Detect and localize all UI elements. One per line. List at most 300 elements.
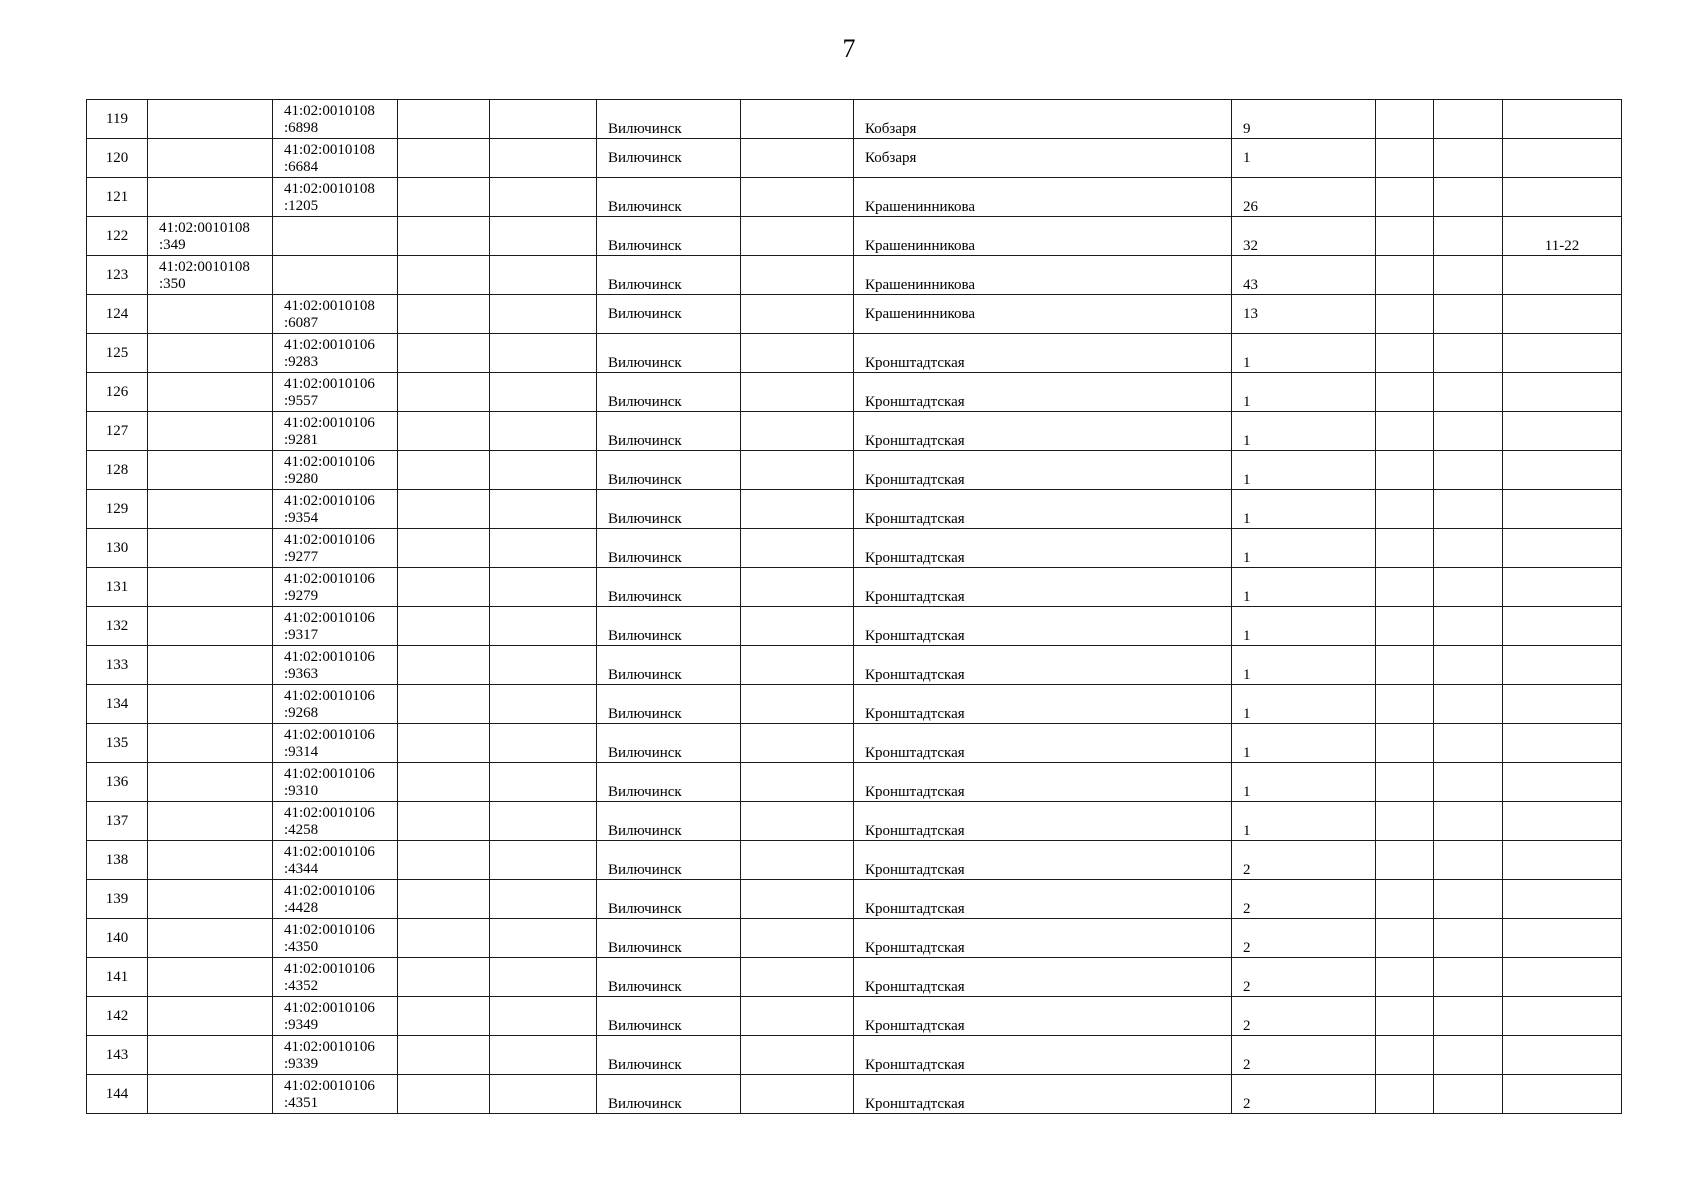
- empty-cell: [398, 373, 490, 412]
- apartment-cell: 11-22: [1503, 217, 1622, 256]
- street-cell: Кронштадтская: [854, 646, 1232, 685]
- empty-cell: [398, 880, 490, 919]
- apartment-cell: [1503, 919, 1622, 958]
- empty-cell: [1376, 139, 1434, 178]
- empty-cell: [398, 646, 490, 685]
- apartment-cell: [1503, 295, 1622, 334]
- table-row: [87, 763, 1622, 802]
- empty-cell: [1376, 763, 1434, 802]
- empty-cell: [1434, 256, 1503, 295]
- cadastral-number-part: 41:02:0010106: [284, 649, 375, 665]
- page-number: 7: [842, 34, 856, 63]
- house-number-cell: 1: [1232, 490, 1376, 529]
- cadastral-number-part: :4350: [284, 939, 319, 955]
- row-number: 143: [87, 1036, 148, 1075]
- street-cell: Крашенинникова: [854, 217, 1232, 256]
- row-number: 141: [87, 958, 148, 997]
- empty-cell: [490, 178, 597, 217]
- cadastral-number-part: 41:02:0010106: [284, 961, 375, 977]
- empty-cell: [490, 1075, 597, 1114]
- empty-cell: [398, 841, 490, 880]
- empty-cell: [741, 646, 854, 685]
- cadastral-number-cell: [273, 334, 398, 373]
- cadastral-number-part: 41:02:0010106: [284, 376, 375, 392]
- empty-cell: [1434, 724, 1503, 763]
- table-row: [87, 919, 1622, 958]
- cadastral-number-part: :9283: [284, 354, 319, 370]
- empty-cell: [1376, 100, 1434, 139]
- empty-cell: [1376, 958, 1434, 997]
- apartment-cell: [1503, 763, 1622, 802]
- empty-cell: [741, 217, 854, 256]
- apartment-cell: [1503, 802, 1622, 841]
- cadastral-number-part: :350: [159, 276, 186, 292]
- empty-cell: [1434, 139, 1503, 178]
- empty-cell: [490, 997, 597, 1036]
- apartment-cell: [1503, 958, 1622, 997]
- row-number: 138: [87, 841, 148, 880]
- cadastral-number-cell: [273, 958, 398, 997]
- empty-cell: [1434, 451, 1503, 490]
- cadastral-number-cell: [148, 139, 273, 178]
- house-number-cell: 1: [1232, 802, 1376, 841]
- empty-cell: [1376, 451, 1434, 490]
- empty-cell: [741, 880, 854, 919]
- street-cell: Кронштадтская: [854, 841, 1232, 880]
- empty-cell: [1434, 1036, 1503, 1075]
- row-number: 131: [87, 568, 148, 607]
- cadastral-number-part: 41:02:0010106: [284, 688, 375, 704]
- apartment-cell: [1503, 490, 1622, 529]
- cadastral-number-cell: [273, 490, 398, 529]
- row-number: 119: [87, 100, 148, 139]
- cadastral-number-part: :4258: [284, 822, 319, 838]
- cadastral-number-part: :9279: [284, 588, 319, 604]
- row-number: 121: [87, 178, 148, 217]
- row-number: 134: [87, 685, 148, 724]
- table-row: [87, 256, 1622, 295]
- house-number-cell: 43: [1232, 256, 1376, 295]
- cadastral-number-part: 41:02:0010106: [284, 532, 375, 548]
- table-row: [87, 1075, 1622, 1114]
- empty-cell: [398, 1036, 490, 1075]
- cadastral-number-cell: [273, 997, 398, 1036]
- apartment-cell: [1503, 841, 1622, 880]
- row-number: 120: [87, 139, 148, 178]
- cadastral-number-part: 41:02:0010108: [284, 298, 375, 314]
- apartment-cell: [1503, 178, 1622, 217]
- cadastral-number-part: 41:02:0010106: [284, 727, 375, 743]
- table-row: [87, 490, 1622, 529]
- empty-cell: [490, 100, 597, 139]
- street-cell: Кронштадтская: [854, 880, 1232, 919]
- apartment-cell: [1503, 568, 1622, 607]
- row-number: 142: [87, 997, 148, 1036]
- empty-cell: [741, 334, 854, 373]
- cadastral-number-cell: [148, 763, 273, 802]
- apartment-cell: [1503, 724, 1622, 763]
- house-number-cell: 1: [1232, 724, 1376, 763]
- street-cell: Кронштадтская: [854, 490, 1232, 529]
- empty-cell: [741, 841, 854, 880]
- cadastral-number-cell: [273, 1036, 398, 1075]
- street-cell: Кронштадтская: [854, 607, 1232, 646]
- empty-cell: [398, 490, 490, 529]
- empty-cell: [1376, 295, 1434, 334]
- house-number-cell: 1: [1232, 373, 1376, 412]
- cadastral-number-part: 41:02:0010106: [284, 571, 375, 587]
- empty-cell: [1376, 646, 1434, 685]
- house-number-cell: 1: [1232, 451, 1376, 490]
- empty-cell: [1376, 724, 1434, 763]
- empty-cell: [741, 1075, 854, 1114]
- house-number-cell: 2: [1232, 919, 1376, 958]
- table-row: [87, 841, 1622, 880]
- empty-cell: [741, 685, 854, 724]
- cadastral-number-cell: [148, 451, 273, 490]
- cadastral-number-cell: [273, 373, 398, 412]
- table-row: [87, 334, 1622, 373]
- house-number-cell: 1: [1232, 334, 1376, 373]
- empty-cell: [1376, 412, 1434, 451]
- cadastral-number-part: :9363: [284, 666, 319, 682]
- empty-cell: [1434, 490, 1503, 529]
- empty-cell: [741, 724, 854, 763]
- empty-cell: [490, 685, 597, 724]
- cadastral-number-cell: [273, 412, 398, 451]
- empty-cell: [398, 802, 490, 841]
- empty-cell: [1434, 100, 1503, 139]
- cadastral-number-part: 41:02:0010106: [284, 610, 375, 626]
- street-cell: Кронштадтская: [854, 685, 1232, 724]
- cadastral-number-cell: [273, 100, 398, 139]
- cadastral-number-part: :9281: [284, 432, 319, 448]
- empty-cell: [1376, 919, 1434, 958]
- street-cell: Кронштадтская: [854, 763, 1232, 802]
- table-row: [87, 685, 1622, 724]
- cadastral-number-cell: [148, 217, 273, 256]
- row-number: 124: [87, 295, 148, 334]
- empty-cell: [398, 178, 490, 217]
- empty-cell: [1434, 607, 1503, 646]
- cadastral-number-part: :9339: [284, 1056, 319, 1072]
- empty-cell: [1376, 256, 1434, 295]
- empty-cell: [490, 334, 597, 373]
- house-number-cell: 1: [1232, 685, 1376, 724]
- city-cell: Вилючинск: [597, 958, 741, 997]
- empty-cell: [398, 997, 490, 1036]
- street-cell: Кобзаря: [854, 100, 1232, 139]
- empty-cell: [1434, 646, 1503, 685]
- empty-cell: [490, 880, 597, 919]
- empty-cell: [1376, 1036, 1434, 1075]
- cadastral-number-cell: [148, 997, 273, 1036]
- empty-cell: [1434, 1075, 1503, 1114]
- cadastral-number-cell: [148, 568, 273, 607]
- empty-cell: [741, 997, 854, 1036]
- row-number: 128: [87, 451, 148, 490]
- empty-cell: [741, 490, 854, 529]
- empty-cell: [398, 568, 490, 607]
- apartment-cell: [1503, 529, 1622, 568]
- cadastral-number-cell: [148, 685, 273, 724]
- empty-cell: [398, 685, 490, 724]
- cadastral-number-cell: [273, 919, 398, 958]
- apartment-cell: [1503, 412, 1622, 451]
- empty-cell: [398, 763, 490, 802]
- empty-cell: [741, 412, 854, 451]
- cadastral-number-cell: [273, 139, 398, 178]
- table-row: [87, 100, 1622, 139]
- row-number: 127: [87, 412, 148, 451]
- empty-cell: [1434, 763, 1503, 802]
- house-number-cell: 9: [1232, 100, 1376, 139]
- city-cell: Вилючинск: [597, 178, 741, 217]
- street-cell: Крашенинникова: [854, 256, 1232, 295]
- empty-cell: [1434, 373, 1503, 412]
- cadastral-number-cell: [148, 1036, 273, 1075]
- cadastral-number-part: :9317: [284, 627, 319, 643]
- row-number: 122: [87, 217, 148, 256]
- empty-cell: [1434, 334, 1503, 373]
- table-row: [87, 1036, 1622, 1075]
- empty-cell: [1376, 178, 1434, 217]
- empty-cell: [741, 529, 854, 568]
- empty-cell: [490, 373, 597, 412]
- empty-cell: [1434, 919, 1503, 958]
- row-number: 139: [87, 880, 148, 919]
- cadastral-number-part: 41:02:0010106: [284, 337, 375, 353]
- table-row: [87, 217, 1622, 256]
- apartment-cell: [1503, 373, 1622, 412]
- empty-cell: [490, 217, 597, 256]
- cadastral-number-cell: [273, 802, 398, 841]
- house-number-cell: 2: [1232, 880, 1376, 919]
- house-number-cell: 13: [1232, 295, 1376, 334]
- cadastral-number-part: 41:02:0010106: [284, 454, 375, 470]
- empty-cell: [741, 256, 854, 295]
- empty-cell: [1376, 529, 1434, 568]
- cadastral-number-cell: [148, 490, 273, 529]
- city-cell: Вилючинск: [597, 373, 741, 412]
- cadastral-number-part: :9280: [284, 471, 319, 487]
- empty-cell: [490, 412, 597, 451]
- house-number-cell: 2: [1232, 997, 1376, 1036]
- cadastral-number-part: 41:02:0010106: [284, 883, 375, 899]
- empty-cell: [490, 724, 597, 763]
- empty-cell: [1376, 490, 1434, 529]
- cadastral-number-cell: [148, 100, 273, 139]
- cadastral-number-part: :6087: [284, 315, 319, 331]
- cadastral-number-part: :9268: [284, 705, 319, 721]
- row-number: 129: [87, 490, 148, 529]
- empty-cell: [741, 919, 854, 958]
- empty-cell: [490, 256, 597, 295]
- city-cell: Вилючинск: [597, 100, 741, 139]
- city-cell: Вилючинск: [597, 412, 741, 451]
- empty-cell: [398, 295, 490, 334]
- house-number-cell: 2: [1232, 958, 1376, 997]
- table-row: [87, 295, 1622, 334]
- empty-cell: [490, 958, 597, 997]
- cadastral-number-cell: [273, 529, 398, 568]
- street-cell: Кронштадтская: [854, 1075, 1232, 1114]
- city-cell: Вилючинск: [597, 724, 741, 763]
- cadastral-number-cell: [273, 295, 398, 334]
- empty-cell: [741, 373, 854, 412]
- cadastral-number-part: :1205: [284, 198, 319, 214]
- street-cell: Кронштадтская: [854, 412, 1232, 451]
- row-number: 133: [87, 646, 148, 685]
- cadastral-number-part: 41:02:0010106: [284, 805, 375, 821]
- cadastral-number-cell: [148, 178, 273, 217]
- empty-cell: [398, 607, 490, 646]
- empty-cell: [1376, 373, 1434, 412]
- cadastral-number-cell: [148, 724, 273, 763]
- table-row: [87, 139, 1622, 178]
- house-number-cell: 1: [1232, 412, 1376, 451]
- empty-cell: [398, 919, 490, 958]
- empty-cell: [1434, 412, 1503, 451]
- empty-cell: [398, 1075, 490, 1114]
- street-cell: Кронштадтская: [854, 334, 1232, 373]
- empty-cell: [1376, 997, 1434, 1036]
- empty-cell: [1376, 568, 1434, 607]
- cadastral-number-part: 41:02:0010106: [284, 415, 375, 431]
- house-number-cell: 1: [1232, 763, 1376, 802]
- empty-cell: [741, 607, 854, 646]
- cadastral-number-cell: [148, 958, 273, 997]
- cadastral-number-cell: [148, 919, 273, 958]
- cadastral-number-cell: [273, 1075, 398, 1114]
- empty-cell: [1434, 958, 1503, 997]
- cadastral-number-cell: [273, 841, 398, 880]
- city-cell: Вилючинск: [597, 139, 741, 178]
- cadastral-number-cell: [273, 607, 398, 646]
- cadastral-number-cell: [148, 880, 273, 919]
- cadastral-number-cell: [273, 451, 398, 490]
- empty-cell: [1434, 841, 1503, 880]
- empty-cell: [398, 334, 490, 373]
- cadastral-number-part: 41:02:0010108: [284, 142, 375, 158]
- apartment-cell: [1503, 607, 1622, 646]
- cadastral-number-part: 41:02:0010106: [284, 766, 375, 782]
- city-cell: Вилючинск: [597, 763, 741, 802]
- empty-cell: [398, 958, 490, 997]
- apartment-cell: [1503, 451, 1622, 490]
- city-cell: Вилючинск: [597, 841, 741, 880]
- registry-table: [86, 99, 1622, 1114]
- apartment-cell: [1503, 997, 1622, 1036]
- empty-cell: [1376, 880, 1434, 919]
- empty-cell: [490, 568, 597, 607]
- cadastral-number-cell: [148, 1075, 273, 1114]
- empty-cell: [490, 1036, 597, 1075]
- empty-cell: [1376, 685, 1434, 724]
- cadastral-number-part: :4344: [284, 861, 319, 877]
- empty-cell: [1376, 841, 1434, 880]
- cadastral-number-cell: [273, 217, 398, 256]
- apartment-cell: [1503, 256, 1622, 295]
- cadastral-number-part: :9314: [284, 744, 319, 760]
- city-cell: Вилючинск: [597, 451, 741, 490]
- empty-cell: [741, 139, 854, 178]
- empty-cell: [741, 958, 854, 997]
- table-row: [87, 646, 1622, 685]
- table-row: [87, 451, 1622, 490]
- table-body: [87, 100, 1622, 1114]
- empty-cell: [1434, 217, 1503, 256]
- row-number: 136: [87, 763, 148, 802]
- cadastral-number-cell: [273, 685, 398, 724]
- empty-cell: [1376, 334, 1434, 373]
- cadastral-number-part: 41:02:0010106: [284, 844, 375, 860]
- cadastral-number-cell: [148, 295, 273, 334]
- apartment-cell: [1503, 880, 1622, 919]
- row-number: 135: [87, 724, 148, 763]
- city-cell: Вилючинск: [597, 997, 741, 1036]
- empty-cell: [741, 100, 854, 139]
- empty-cell: [741, 1036, 854, 1075]
- empty-cell: [1434, 802, 1503, 841]
- cadastral-number-part: 41:02:0010106: [284, 922, 375, 938]
- table-row: [87, 724, 1622, 763]
- empty-cell: [490, 490, 597, 529]
- cadastral-number-part: :4428: [284, 900, 319, 916]
- street-cell: Кронштадтская: [854, 997, 1232, 1036]
- cadastral-number-cell: [148, 607, 273, 646]
- apartment-cell: [1503, 1075, 1622, 1114]
- cadastral-number-cell: [148, 412, 273, 451]
- house-number-cell: 2: [1232, 1075, 1376, 1114]
- empty-cell: [741, 295, 854, 334]
- cadastral-number-cell: [148, 646, 273, 685]
- cadastral-number-part: :349: [159, 237, 186, 253]
- city-cell: Вилючинск: [597, 217, 741, 256]
- street-cell: Кронштадтская: [854, 958, 1232, 997]
- apartment-cell: [1503, 100, 1622, 139]
- city-cell: Вилючинск: [597, 490, 741, 529]
- row-number: 137: [87, 802, 148, 841]
- empty-cell: [1434, 295, 1503, 334]
- empty-cell: [1434, 529, 1503, 568]
- cadastral-number-cell: [148, 529, 273, 568]
- cadastral-number-cell: [273, 178, 398, 217]
- cadastral-number-part: :9557: [284, 393, 319, 409]
- city-cell: Вилючинск: [597, 1036, 741, 1075]
- row-number: 126: [87, 373, 148, 412]
- street-cell: Кронштадтская: [854, 529, 1232, 568]
- row-number: 123: [87, 256, 148, 295]
- cadastral-number-cell: [273, 256, 398, 295]
- street-cell: Кронштадтская: [854, 373, 1232, 412]
- house-number-cell: 1: [1232, 568, 1376, 607]
- apartment-cell: [1503, 685, 1622, 724]
- cadastral-number-cell: [273, 880, 398, 919]
- empty-cell: [398, 217, 490, 256]
- cadastral-number-cell: [148, 802, 273, 841]
- row-number: 132: [87, 607, 148, 646]
- apartment-cell: [1503, 1036, 1622, 1075]
- house-number-cell: 1: [1232, 139, 1376, 178]
- cadastral-number-part: :9310: [284, 783, 319, 799]
- empty-cell: [490, 139, 597, 178]
- empty-cell: [1376, 1075, 1434, 1114]
- house-number-cell: 2: [1232, 841, 1376, 880]
- city-cell: Вилючинск: [597, 685, 741, 724]
- row-number: 125: [87, 334, 148, 373]
- empty-cell: [1434, 997, 1503, 1036]
